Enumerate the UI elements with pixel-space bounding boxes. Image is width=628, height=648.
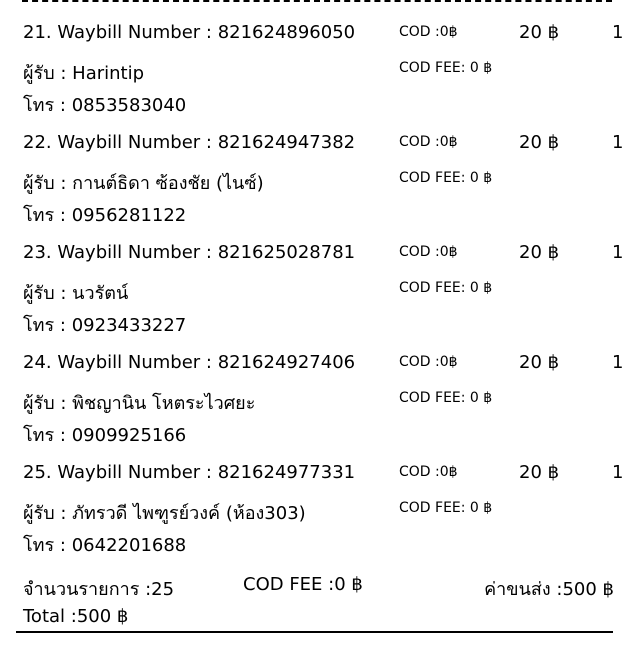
- phone-number: 0853583040: [71, 95, 187, 116]
- recipient-line: [23, 278, 128, 307]
- phone-number: 0642201688: [71, 535, 187, 556]
- cod-fee: COD FEE: 0 ฿: [399, 500, 493, 516]
- entry-index: 24.: [23, 352, 52, 373]
- entry-index: 21.: [23, 22, 52, 43]
- recipient-label: ผู้รับ :: [23, 173, 67, 194]
- recipient-name: พิชญานิน โหตระไวศยะ: [72, 393, 256, 414]
- quantity: 1: [612, 462, 624, 483]
- recipient-name: ภัทรวดี ไพฑูรย์วงค์ (ห้อง303): [72, 503, 306, 524]
- waybill-number: 821625028781: [217, 242, 356, 263]
- recipient-line: [23, 168, 264, 197]
- total-cod-fee: COD FEE :0 ฿: [243, 574, 363, 595]
- bottom-rule: [16, 631, 613, 633]
- phone-label: โทร :: [23, 205, 66, 226]
- waybill-label: Waybill Number :: [57, 462, 212, 483]
- waybill-label: Waybill Number :: [57, 22, 212, 43]
- waybill-line: [23, 132, 355, 153]
- phone-number: 0956281122: [71, 205, 187, 226]
- shipping-price: 20 ฿: [519, 132, 560, 153]
- phone-line: [23, 530, 186, 559]
- waybill-line: [23, 242, 355, 263]
- recipient-line: [23, 498, 306, 527]
- waybill-number: 821624896050: [217, 22, 356, 43]
- shipping-price: 20 ฿: [519, 352, 560, 373]
- cod-fee: COD FEE: 0 ฿: [399, 390, 493, 406]
- cod-amount: COD :0฿: [399, 244, 458, 260]
- phone-label: โทร :: [23, 535, 66, 556]
- phone-number: 0923433227: [71, 315, 187, 336]
- waybill-line: [23, 352, 355, 373]
- waybill-entry: [0, 330, 628, 446]
- waybill-label: Waybill Number :: [57, 352, 212, 373]
- recipient-name: นวรัตน์: [72, 283, 129, 304]
- recipient-label: ผู้รับ :: [23, 63, 67, 84]
- grand-total: Total :500 ฿: [23, 606, 129, 627]
- waybill-entry: [0, 0, 628, 116]
- recipient-label: ผู้รับ :: [23, 283, 67, 304]
- cod-fee: COD FEE: 0 ฿: [399, 280, 493, 296]
- entry-index: 22.: [23, 132, 52, 153]
- waybill-number: 821624927406: [217, 352, 356, 373]
- recipient-name: กานต์ธิดา ซ้องชัย (ไนซ์): [72, 173, 264, 194]
- cod-fee: COD FEE: 0 ฿: [399, 60, 493, 76]
- waybill-number: 821624977331: [217, 462, 356, 483]
- phone-label: โทร :: [23, 315, 66, 336]
- shipping-price: 20 ฿: [519, 462, 560, 483]
- waybill-line: [23, 462, 355, 483]
- shipping-price: 20 ฿: [519, 22, 560, 43]
- waybill-line: [23, 22, 355, 43]
- recipient-line: [23, 58, 144, 87]
- item-count: จำนวนรายการ :25: [23, 579, 175, 600]
- waybill-label: Waybill Number :: [57, 242, 212, 263]
- waybill-entry: [0, 440, 628, 556]
- waybill-entry: [0, 220, 628, 336]
- waybill-entry: [0, 110, 628, 226]
- recipient-name: Harintip: [72, 63, 145, 84]
- waybill-number: 821624947382: [217, 132, 356, 153]
- quantity: 1: [612, 352, 624, 373]
- waybill-label: Waybill Number :: [57, 132, 212, 153]
- recipient-label: ผู้รับ :: [23, 393, 67, 414]
- summary-section: [0, 574, 628, 648]
- cod-amount: COD :0฿: [399, 24, 458, 40]
- quantity: 1: [612, 22, 624, 43]
- cod-amount: COD :0฿: [399, 134, 458, 150]
- shipping-total: ค่าขนส่ง :500 ฿: [484, 579, 614, 600]
- cod-amount: COD :0฿: [399, 354, 458, 370]
- recipient-line: [23, 388, 255, 417]
- cod-fee: COD FEE: 0 ฿: [399, 170, 493, 186]
- quantity: 1: [612, 132, 624, 153]
- cod-amount: COD :0฿: [399, 464, 458, 480]
- phone-number: 0909925166: [71, 425, 187, 446]
- entry-index: 23.: [23, 242, 52, 263]
- recipient-label: ผู้รับ :: [23, 503, 67, 524]
- shipping-price: 20 ฿: [519, 242, 560, 263]
- phone-label: โทร :: [23, 425, 66, 446]
- quantity: 1: [612, 242, 624, 263]
- entry-index: 25.: [23, 462, 52, 483]
- phone-label: โทร :: [23, 95, 66, 116]
